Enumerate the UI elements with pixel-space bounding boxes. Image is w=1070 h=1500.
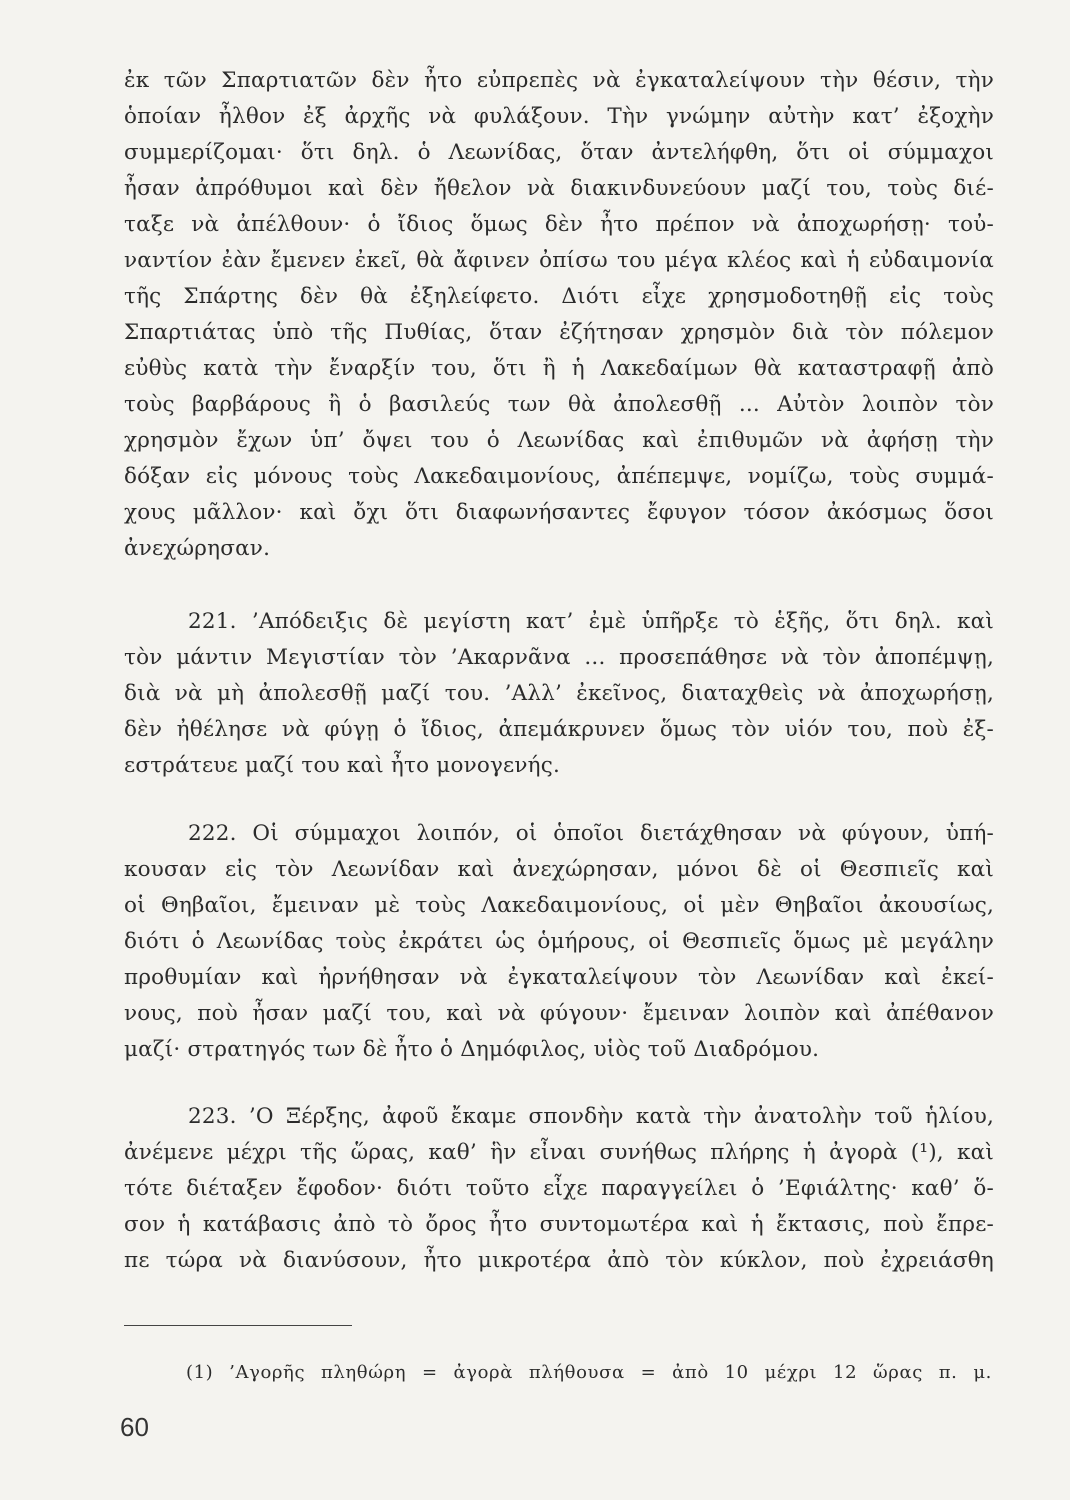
text-line: ναντίον ἐὰν ἔμενεν ἐκεῖ, θὰ ἄφινεν ὀπίσω του μέγα κλέος καὶ ἡ εὐδαιμονία — [124, 248, 994, 273]
text-line: δὲν ἠθέλησε νὰ φύγῃ ὁ ἴδιος, ἀπεμάκρυνεν ὅμως τὸν υἱόν του, ποὺ ἐξ- — [124, 717, 994, 742]
text-line: οἱ Θηβαῖοι, ἔμειναν μὲ τοὺς Λακεδαιμονίους, οἱ μὲν Θηβαῖοι ἀκουσίως, — [124, 893, 994, 918]
text-line: Σπαρτιάτας ὑπὸ τῆς Πυθίας, ὅταν ἐζήτησαν χρησμὸν διὰ τὸν πόλεμον — [124, 320, 994, 345]
text-line: νους, ποὺ ἦσαν μαζί του, καὶ νὰ φύγουν· ἔμειναν λοιπὸν καὶ ἀπέθανον — [124, 1001, 994, 1026]
text-line: 222. Οἱ σύμμαχοι λοιπόν, οἱ ὁποῖοι διετάχθησαν νὰ φύγουν, ὑπή- — [188, 821, 994, 846]
footnote: (1) ’Αγορῆς πληθώρη = ἀγορὰ πλήθουσα = ἀπὸ 10 μέχρι 12 ὥρας π. μ. — [186, 1362, 992, 1383]
text-line: ἐκ τῶν Σπαρτιατῶν δὲν ἦτο εὐπρεπὲς νὰ ἐγκαταλείψουν τὴν θέσιν, τὴν — [124, 68, 994, 93]
text-line: πε τώρα νὰ διανύσουν, ἦτο μικροτέρα ἀπὸ τὸν κύκλον, ποὺ ἐχρειάσθη — [124, 1248, 994, 1273]
text-line: σον ἡ κατάβασις ἀπὸ τὸ ὄρος ἦτο συντομωτέρα καὶ ἡ ἔκτασις, ποὺ ἔπρε- — [124, 1212, 994, 1237]
text-line: συμμερίζομαι· ὅτι δηλ. ὁ Λεωνίδας, ὅταν ἀντελήφθη, ὅτι οἱ σύμμαχοι — [124, 140, 994, 165]
text-line: μαζί· στρατηγός των δὲ ἦτο ὁ Δημόφιλος, υἱὸς τοῦ Διαδρόμου. — [124, 1037, 820, 1062]
paragraph-223 — [124, 1099, 994, 1279]
text-line: τοὺς βαρβάρους ἢ ὁ βασιλεύς των θὰ ἀπολεσθῇ ... Αὐτὸν λοιπὸν τὸν — [124, 392, 994, 417]
text-line: διότι ὁ Λεωνίδας τοὺς ἐκράτει ὡς ὁμήρους, οἱ Θεσπιεῖς ὅμως μὲ μεγάλην — [124, 929, 994, 954]
text-line: εὐθὺς κατὰ τὴν ἔναρξίν του, ὅτι ἢ ἡ Λακεδαίμων θὰ καταστραφῇ ἀπὸ — [124, 356, 994, 381]
text-line: προθυμίαν καὶ ἠρνήθησαν νὰ ἐγκαταλείψουν τὸν Λεωνίδαν καὶ ἐκεί- — [124, 965, 994, 990]
text-line: τότε διέταξεν ἔφοδον· διότι τοῦτο εἶχε παραγγείλει ὁ ’Εφιάλτης· καθ’ ὅ- — [124, 1176, 994, 1201]
text-line: διὰ νὰ μὴ ἀπολεσθῇ μαζί του. ’Αλλ’ ἐκεῖνος, διαταχθεὶς νὰ ἀποχωρήσῃ, — [124, 681, 994, 706]
text-line: 221. ’Απόδειξις δὲ μεγίστη κατ’ ἐμὲ ὑπῆρξε τὸ ἑξῆς, ὅτι δηλ. καὶ — [188, 609, 994, 634]
text-line: ἀνέμενε μέχρι τῆς ὥρας, καθ’ ἣν εἶναι συνήθως πλήρης ἡ ἀγορὰ (¹), καὶ — [124, 1140, 994, 1165]
paragraph-222 — [124, 816, 994, 1068]
text-line: εστράτευε μαζί του καὶ ἦτο μονογενής. — [124, 753, 561, 778]
page-number: 60 — [120, 1412, 149, 1442]
text-line: ταξε νὰ ἀπέλθουν· ὁ ἴδιος ὅμως δὲν ἦτο πρέπον νὰ ἀποχωρήσῃ· τοὐ- — [124, 212, 994, 237]
text-line: 223. ’Ο Ξέρξης, ἀφοῦ ἔκαμε σπονδὴν κατὰ τὴν ἀνατολὴν τοῦ ἡλίου, — [188, 1104, 994, 1129]
footnote-divider — [124, 1325, 352, 1326]
text-line: ἀνεχώρησαν. — [124, 536, 271, 561]
text-line: τῆς Σπάρτης δὲν θὰ ἐξηλείφετο. Διότι εἶχε χρησμοδοτηθῇ εἰς τοὺς — [124, 284, 994, 309]
paragraph-221 — [124, 604, 994, 784]
text-line: δόξαν εἰς μόνους τοὺς Λακεδαιμονίους, ἀπέπεμψε, νομίζω, τοὺς συμμά- — [124, 464, 994, 489]
text-line: ἦσαν ἀπρόθυμοι καὶ δὲν ἤθελον νὰ διακινδυνεύουν μαζί του, τοὺς διέ- — [124, 176, 994, 201]
text-line: κουσαν εἰς τὸν Λεωνίδαν καὶ ἀνεχώρησαν, μόνοι δὲ οἱ Θεσπιεῖς καὶ — [124, 857, 994, 882]
text-line: ὁποίαν ἦλθον ἐξ ἀρχῆς νὰ φυλάξουν. Τὴν γνώμην αὐτὴν κατ’ ἐξοχὴν — [124, 104, 994, 129]
text-line: χρησμὸν ἔχων ὑπ’ ὄψει του ὁ Λεωνίδας καὶ ἐπιθυμῶν νὰ ἀφήσῃ τὴν — [124, 428, 994, 453]
paragraph-continuation — [124, 63, 994, 567]
text-line: χους μᾶλλον· καὶ ὄχι ὅτι διαφωνήσαντες ἔφυγον τόσον ἀκόσμως ὅσοι — [124, 500, 994, 525]
text-line: τὸν μάντιν Μεγιστίαν τὸν ’Ακαρνᾶνα ... προσεπάθησε νὰ τὸν ἀποπέμψῃ, — [124, 645, 994, 670]
